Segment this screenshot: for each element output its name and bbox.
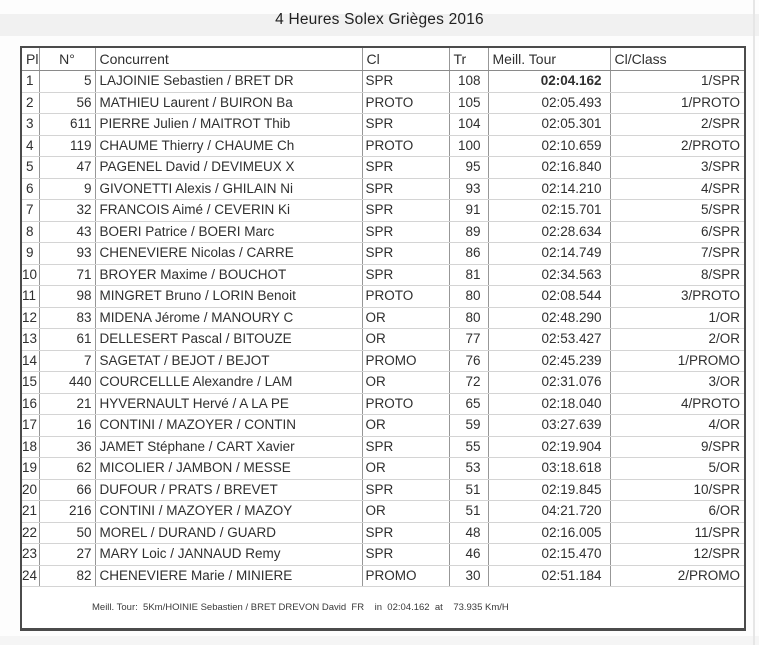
cell-concurrent: FRANCOIS Aimé / CEVERIN Ki bbox=[95, 200, 362, 222]
cell-place: 14 bbox=[22, 350, 39, 372]
cell-concurrent: PAGENEL David / DEVIMEUX X bbox=[95, 157, 362, 179]
cell-best-lap: 02:48.290 bbox=[488, 307, 610, 329]
cell-class-rank: 3/PROTO bbox=[610, 286, 744, 308]
cell-concurrent: DUFOUR / PRATS / BREVET bbox=[95, 479, 362, 501]
cell-number: 9 bbox=[39, 178, 95, 200]
cell-place: 17 bbox=[22, 415, 39, 437]
cell-class: PROMO bbox=[362, 565, 449, 587]
cell-place: 10 bbox=[22, 264, 39, 286]
cell-number: 61 bbox=[39, 329, 95, 351]
cell-best-lap: 03:18.618 bbox=[488, 458, 610, 480]
cell-class: OR bbox=[362, 415, 449, 437]
cell-best-lap: 03:27.639 bbox=[488, 415, 610, 437]
cell-number: 7 bbox=[39, 350, 95, 372]
cell-class-rank: 4/OR bbox=[610, 415, 744, 437]
column-header-concurrent: Concurrent bbox=[95, 48, 362, 71]
cell-best-lap: 02:08.544 bbox=[488, 286, 610, 308]
cell-class: PROMO bbox=[362, 350, 449, 372]
results-sheet-frame bbox=[20, 46, 746, 631]
cell-class-rank: 11/SPR bbox=[610, 522, 744, 544]
cell-laps: 89 bbox=[449, 221, 488, 243]
table-row bbox=[22, 243, 744, 265]
table-row bbox=[22, 329, 744, 351]
cell-best-lap: 02:53.427 bbox=[488, 329, 610, 351]
cell-best-lap: 04:21.720 bbox=[488, 501, 610, 523]
cell-concurrent: MARY Loic / JANNAUD Remy bbox=[95, 544, 362, 566]
cell-concurrent: CONTINI / MAZOYER / CONTIN bbox=[95, 415, 362, 437]
cell-place: 3 bbox=[22, 114, 39, 136]
cell-number: 93 bbox=[39, 243, 95, 265]
cell-concurrent: BROYER Maxime / BOUCHOT bbox=[95, 264, 362, 286]
cell-best-lap: 02:18.040 bbox=[488, 393, 610, 415]
cell-best-lap: 02:10.659 bbox=[488, 135, 610, 157]
cell-place: 12 bbox=[22, 307, 39, 329]
cell-class: SPR bbox=[362, 114, 449, 136]
cell-laps: 105 bbox=[449, 92, 488, 114]
cell-number: 66 bbox=[39, 479, 95, 501]
cell-class-rank: 9/SPR bbox=[610, 436, 744, 458]
best-lap-note: Meill. Tour: 5Km/HOINIE Sebastien / BRET DREVON David FR in 02:04.162 at 73.935 Km/H bbox=[92, 601, 509, 613]
cell-laps: 46 bbox=[449, 544, 488, 566]
cell-place: 4 bbox=[22, 135, 39, 157]
cell-number: 5 bbox=[39, 71, 95, 93]
table-row bbox=[22, 135, 744, 157]
cell-concurrent: PIERRE Julien / MAITROT Thib bbox=[95, 114, 362, 136]
cell-number: 47 bbox=[39, 157, 95, 179]
cell-laps: 53 bbox=[449, 458, 488, 480]
cell-laps: 72 bbox=[449, 372, 488, 394]
cell-class: OR bbox=[362, 307, 449, 329]
cell-place: 1 bbox=[22, 71, 39, 93]
cell-class-rank: 4/SPR bbox=[610, 178, 744, 200]
cell-class: SPR bbox=[362, 522, 449, 544]
cell-number: 98 bbox=[39, 286, 95, 308]
table-row bbox=[22, 178, 744, 200]
cell-laps: 30 bbox=[449, 565, 488, 587]
cell-laps: 51 bbox=[449, 501, 488, 523]
cell-number: 32 bbox=[39, 200, 95, 222]
cell-class-rank: 1/PROMO bbox=[610, 350, 744, 372]
cell-laps: 51 bbox=[449, 479, 488, 501]
cell-class-rank: 1/OR bbox=[610, 307, 744, 329]
table-row bbox=[22, 157, 744, 179]
cell-class: OR bbox=[362, 458, 449, 480]
results-body bbox=[22, 71, 744, 587]
cell-laps: 81 bbox=[449, 264, 488, 286]
cell-concurrent: JAMET Stéphane / CART Xavier bbox=[95, 436, 362, 458]
cell-class: OR bbox=[362, 329, 449, 351]
table-row bbox=[22, 71, 744, 93]
cell-concurrent: HYVERNAULT Hervé / A LA PE bbox=[95, 393, 362, 415]
cell-place: 5 bbox=[22, 157, 39, 179]
cell-class: PROTO bbox=[362, 135, 449, 157]
cell-concurrent: CONTINI / MAZOYER / MAZOY bbox=[95, 501, 362, 523]
table-row bbox=[22, 565, 744, 587]
cell-number: 56 bbox=[39, 92, 95, 114]
table-row bbox=[22, 221, 744, 243]
cell-class: PROTO bbox=[362, 286, 449, 308]
table-row bbox=[22, 114, 744, 136]
page-title: 4 Heures Solex Grièges 2016 bbox=[275, 11, 484, 28]
cell-concurrent: MINGRET Bruno / LORIN Benoit bbox=[95, 286, 362, 308]
cell-place: 22 bbox=[22, 522, 39, 544]
cell-laps: 77 bbox=[449, 329, 488, 351]
column-header-class-rank: Cl/Class bbox=[610, 48, 744, 71]
cell-number: 71 bbox=[39, 264, 95, 286]
cell-laps: 91 bbox=[449, 200, 488, 222]
cell-laps: 59 bbox=[449, 415, 488, 437]
cell-laps: 104 bbox=[449, 114, 488, 136]
cell-number: 43 bbox=[39, 221, 95, 243]
cell-concurrent: DELLESERT Pascal / BITOUZE bbox=[95, 329, 362, 351]
cell-place: 6 bbox=[22, 178, 39, 200]
cell-number: 27 bbox=[39, 544, 95, 566]
cell-place: 7 bbox=[22, 200, 39, 222]
cell-concurrent: MIDENA Jérome / MANOURY C bbox=[95, 307, 362, 329]
cell-concurrent: CHAUME Thierry / CHAUME Ch bbox=[95, 135, 362, 157]
cell-place: 21 bbox=[22, 501, 39, 523]
cell-concurrent: CHENEVIERE Marie / MINIERE bbox=[95, 565, 362, 587]
column-header-laps: Tr bbox=[449, 48, 488, 71]
cell-number: 50 bbox=[39, 522, 95, 544]
cell-class-rank: 1/PROTO bbox=[610, 92, 744, 114]
cell-class: SPR bbox=[362, 479, 449, 501]
table-row bbox=[22, 200, 744, 222]
cell-best-lap: 02:14.210 bbox=[488, 178, 610, 200]
table-row bbox=[22, 350, 744, 372]
cell-place: 18 bbox=[22, 436, 39, 458]
cell-class: OR bbox=[362, 372, 449, 394]
cell-concurrent: COURCELLLE Alexandre / LAM bbox=[95, 372, 362, 394]
cell-place: 16 bbox=[22, 393, 39, 415]
cell-place: 13 bbox=[22, 329, 39, 351]
cell-number: 21 bbox=[39, 393, 95, 415]
cell-class-rank: 2/SPR bbox=[610, 114, 744, 136]
cell-place: 20 bbox=[22, 479, 39, 501]
cell-class-rank: 6/OR bbox=[610, 501, 744, 523]
cell-class: SPR bbox=[362, 221, 449, 243]
cell-place: 24 bbox=[22, 565, 39, 587]
column-header-best-lap: Meill. Tour bbox=[488, 48, 610, 71]
column-header-place: Pl bbox=[22, 48, 39, 71]
table-row bbox=[22, 307, 744, 329]
cell-concurrent: BOERI Patrice / BOERI Marc bbox=[95, 221, 362, 243]
cell-best-lap: 02:04.162 bbox=[488, 71, 610, 93]
cell-place: 23 bbox=[22, 544, 39, 566]
table-row bbox=[22, 479, 744, 501]
cell-class-rank: 5/SPR bbox=[610, 200, 744, 222]
cell-class-rank: 7/SPR bbox=[610, 243, 744, 265]
cell-best-lap: 02:16.840 bbox=[488, 157, 610, 179]
cell-best-lap: 02:45.239 bbox=[488, 350, 610, 372]
cell-best-lap: 02:05.493 bbox=[488, 92, 610, 114]
table-row bbox=[22, 458, 744, 480]
table-row bbox=[22, 544, 744, 566]
cell-concurrent: CHENEVIERE Nicolas / CARRE bbox=[95, 243, 362, 265]
cell-number: 119 bbox=[39, 135, 95, 157]
table-row bbox=[22, 92, 744, 114]
cell-class: SPR bbox=[362, 243, 449, 265]
cell-number: 440 bbox=[39, 372, 95, 394]
cell-laps: 65 bbox=[449, 393, 488, 415]
cell-laps: 93 bbox=[449, 178, 488, 200]
scan-artifact-edge bbox=[753, 0, 755, 645]
cell-laps: 80 bbox=[449, 307, 488, 329]
cell-class: SPR bbox=[362, 264, 449, 286]
cell-class-rank: 4/PROTO bbox=[610, 393, 744, 415]
cell-class-rank: 10/SPR bbox=[610, 479, 744, 501]
cell-class-rank: 3/OR bbox=[610, 372, 744, 394]
cell-class: PROTO bbox=[362, 393, 449, 415]
cell-number: 216 bbox=[39, 501, 95, 523]
table-row bbox=[22, 436, 744, 458]
cell-laps: 95 bbox=[449, 157, 488, 179]
cell-place: 8 bbox=[22, 221, 39, 243]
cell-place: 19 bbox=[22, 458, 39, 480]
cell-concurrent: MICOLIER / JAMBON / MESSE bbox=[95, 458, 362, 480]
cell-best-lap: 02:34.563 bbox=[488, 264, 610, 286]
cell-class: SPR bbox=[362, 178, 449, 200]
cell-class-rank: 12/SPR bbox=[610, 544, 744, 566]
cell-best-lap: 02:15.701 bbox=[488, 200, 610, 222]
cell-concurrent: MOREL / DURAND / GUARD bbox=[95, 522, 362, 544]
cell-concurrent: MATHIEU Laurent / BUIRON Ba bbox=[95, 92, 362, 114]
table-row bbox=[22, 522, 744, 544]
cell-number: 83 bbox=[39, 307, 95, 329]
cell-place: 15 bbox=[22, 372, 39, 394]
cell-laps: 80 bbox=[449, 286, 488, 308]
cell-best-lap: 02:14.749 bbox=[488, 243, 610, 265]
cell-class-rank: 2/OR bbox=[610, 329, 744, 351]
cell-class-rank: 2/PROMO bbox=[610, 565, 744, 587]
cell-number: 82 bbox=[39, 565, 95, 587]
cell-class-rank: 5/OR bbox=[610, 458, 744, 480]
cell-place: 11 bbox=[22, 286, 39, 308]
table-row bbox=[22, 286, 744, 308]
results-header-row bbox=[22, 48, 744, 71]
cell-class-rank: 2/PROTO bbox=[610, 135, 744, 157]
table-row bbox=[22, 264, 744, 286]
cell-laps: 108 bbox=[449, 71, 488, 93]
cell-class-rank: 8/SPR bbox=[610, 264, 744, 286]
column-header-number: N° bbox=[39, 48, 95, 71]
cell-best-lap: 02:28.634 bbox=[488, 221, 610, 243]
cell-laps: 100 bbox=[449, 135, 488, 157]
cell-best-lap: 02:51.184 bbox=[488, 565, 610, 587]
cell-laps: 76 bbox=[449, 350, 488, 372]
cell-class: SPR bbox=[362, 436, 449, 458]
cell-concurrent: GIVONETTI Alexis / GHILAIN Ni bbox=[95, 178, 362, 200]
scan-artifact-band-bottom bbox=[0, 636, 759, 645]
cell-number: 62 bbox=[39, 458, 95, 480]
cell-best-lap: 02:05.301 bbox=[488, 114, 610, 136]
cell-concurrent: SAGETAT / BEJOT / BEJOT bbox=[95, 350, 362, 372]
table-row bbox=[22, 372, 744, 394]
results-table bbox=[22, 48, 744, 587]
cell-class: PROTO bbox=[362, 92, 449, 114]
cell-class-rank: 3/SPR bbox=[610, 157, 744, 179]
cell-best-lap: 02:16.005 bbox=[488, 522, 610, 544]
cell-concurrent: LAJOINIE Sebastien / BRET DR bbox=[95, 71, 362, 93]
cell-laps: 55 bbox=[449, 436, 488, 458]
cell-number: 611 bbox=[39, 114, 95, 136]
cell-best-lap: 02:31.076 bbox=[488, 372, 610, 394]
table-row bbox=[22, 415, 744, 437]
cell-best-lap: 02:19.904 bbox=[488, 436, 610, 458]
cell-class: OR bbox=[362, 501, 449, 523]
cell-place: 2 bbox=[22, 92, 39, 114]
cell-class: SPR bbox=[362, 544, 449, 566]
cell-best-lap: 02:15.470 bbox=[488, 544, 610, 566]
column-header-class: Cl bbox=[362, 48, 449, 71]
cell-place: 9 bbox=[22, 243, 39, 265]
cell-laps: 48 bbox=[449, 522, 488, 544]
cell-number: 16 bbox=[39, 415, 95, 437]
cell-class-rank: 1/SPR bbox=[610, 71, 744, 93]
cell-class-rank: 6/SPR bbox=[610, 221, 744, 243]
table-row bbox=[22, 393, 744, 415]
cell-number: 36 bbox=[39, 436, 95, 458]
cell-best-lap: 02:19.845 bbox=[488, 479, 610, 501]
table-row bbox=[22, 501, 744, 523]
cell-class: SPR bbox=[362, 157, 449, 179]
cell-class: SPR bbox=[362, 200, 449, 222]
cell-class: SPR bbox=[362, 71, 449, 93]
cell-laps: 86 bbox=[449, 243, 488, 265]
